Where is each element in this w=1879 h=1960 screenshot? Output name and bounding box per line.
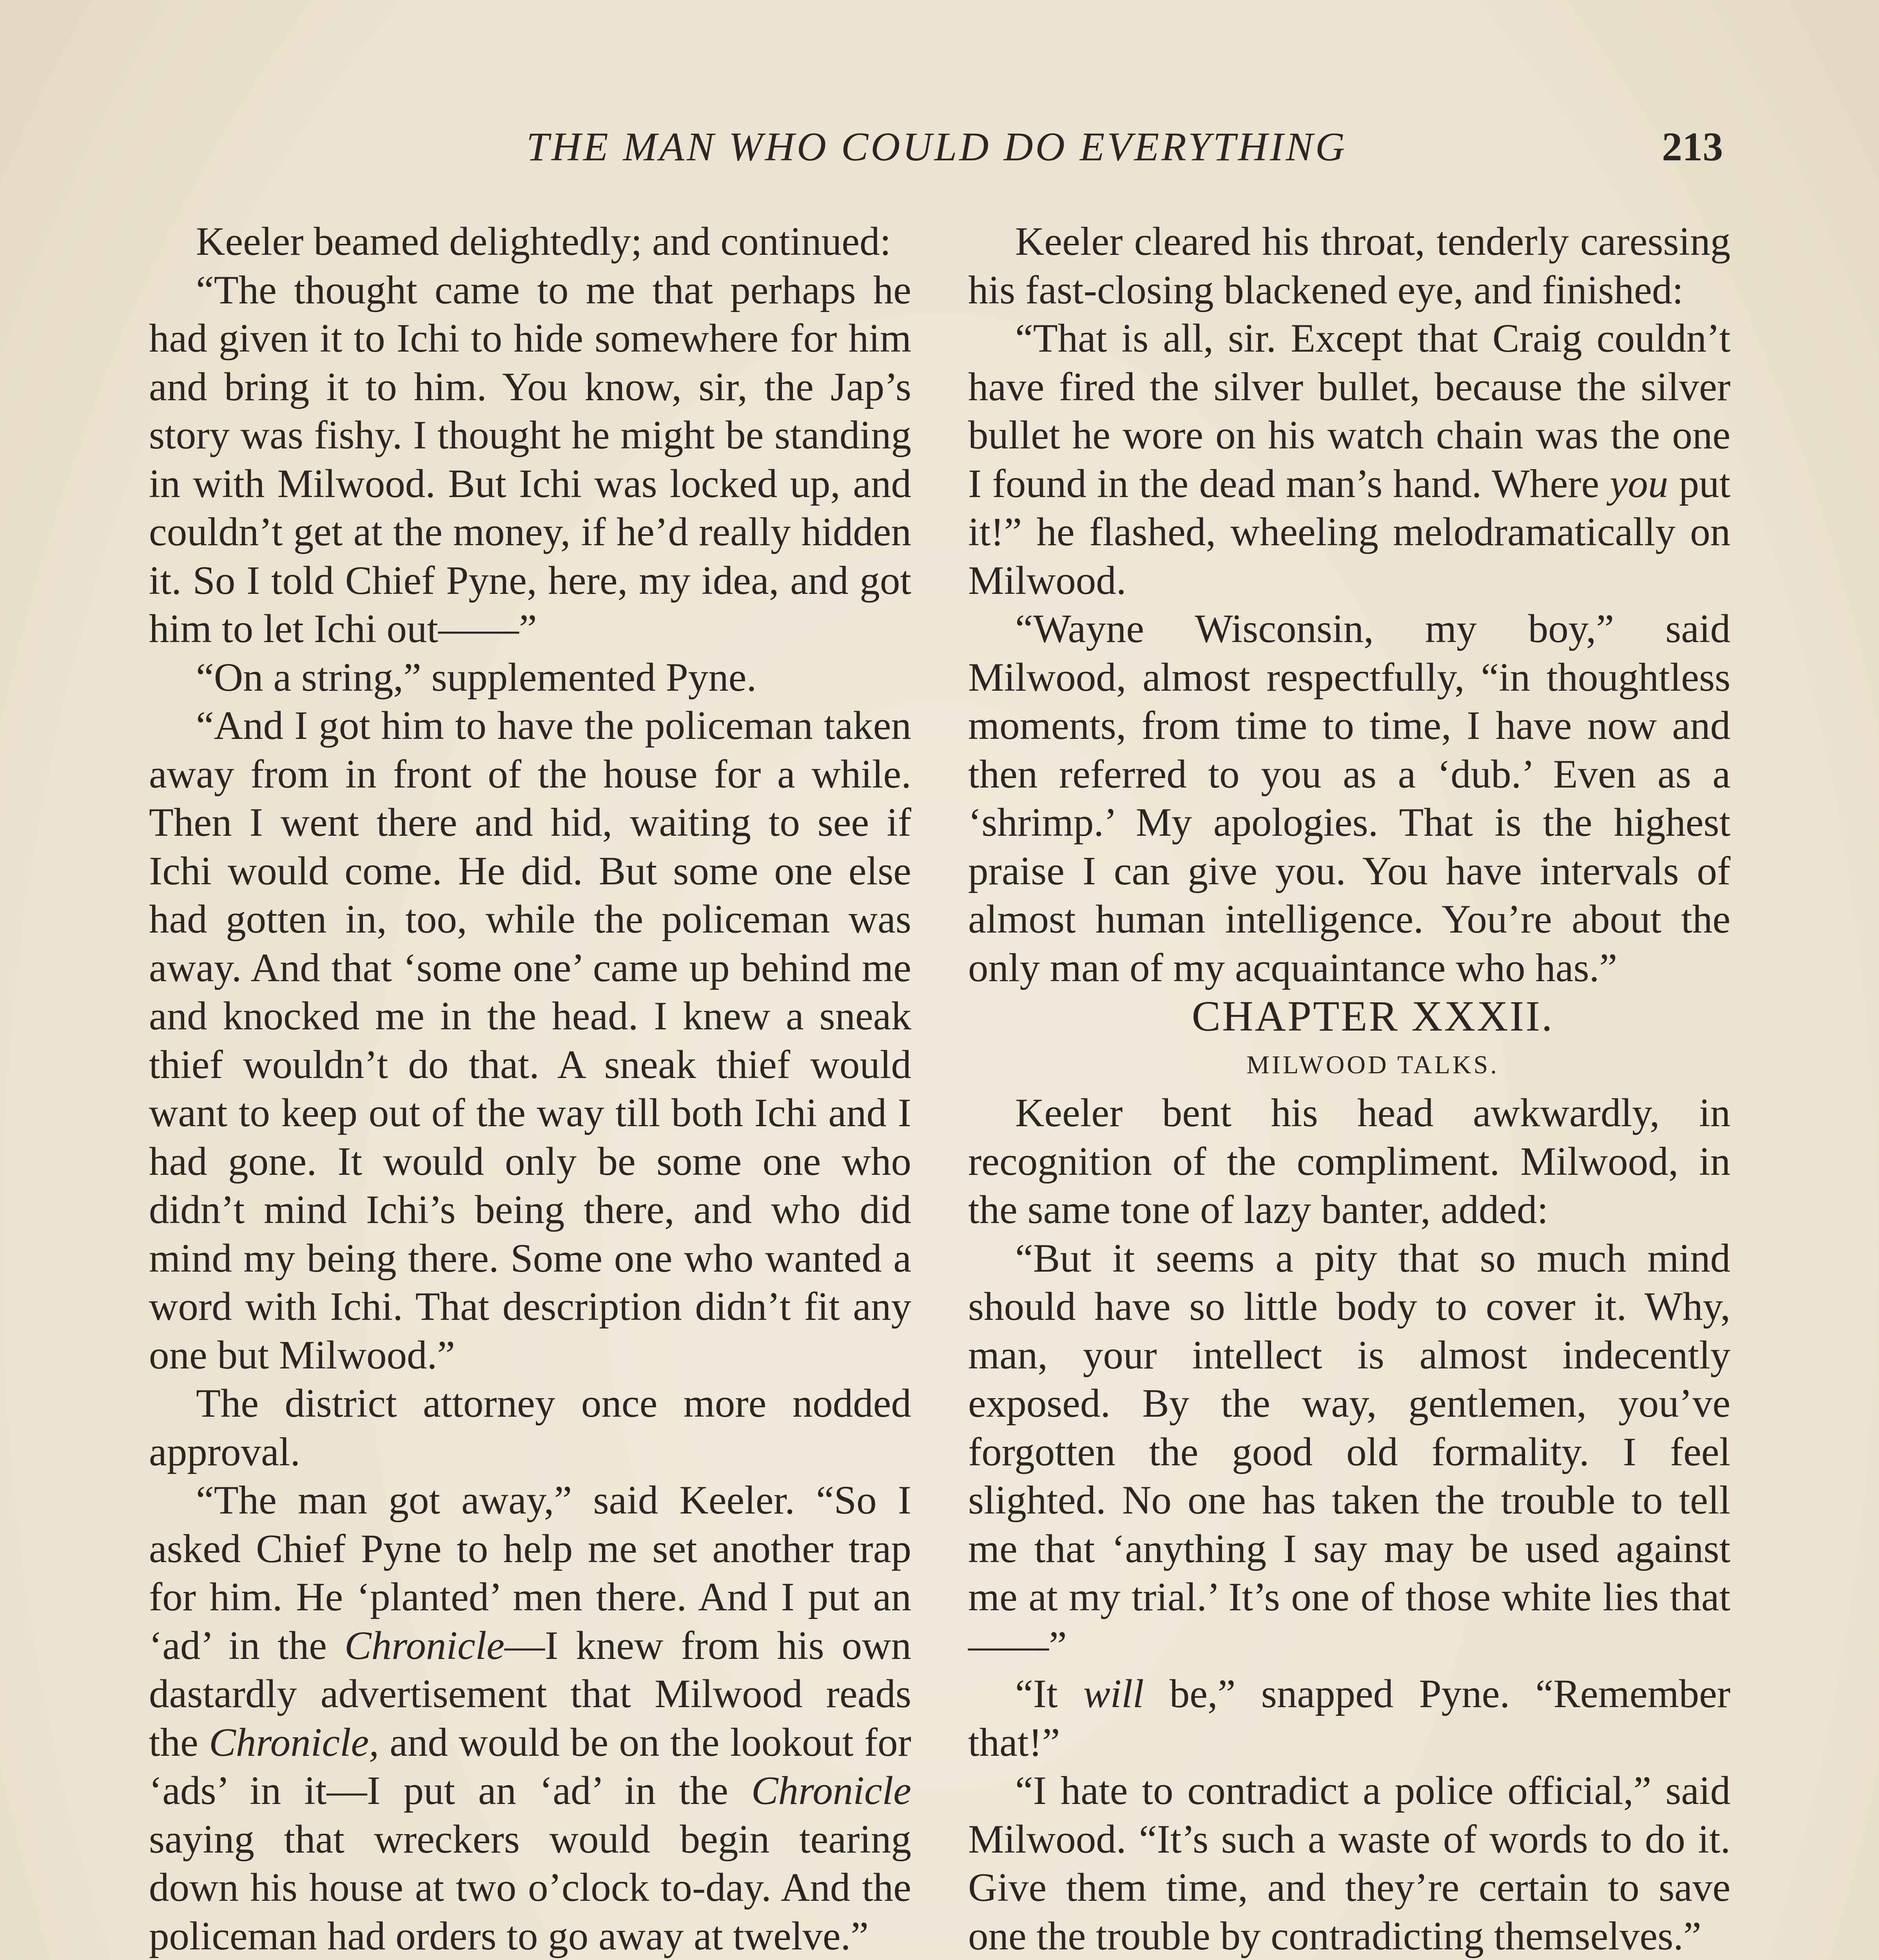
- paragraph: “The thought came to me that perhaps he had given it to Ichi to hide somewhere for him and bring it to him. You know, sir, the Jap’s story was fishy. I thought he might be standing in with Milwood. But Ichi was locked up, and couldn’t get at the money, if he’d really hidden it. So I told Chief Pyne, here, my idea, and got him to let Ichi out——”: [149, 267, 911, 651]
- page-number: 213: [1662, 124, 1723, 169]
- paragraph: “But it seems a pity that so much mind should have so little body to cover it. Why, man, your intellect is almost indecently exposed. By the way, gentlemen, you’ve forgotten the good old formality. I feel slighted. No one has taken the trouble to tell me that ‘anything I say may be used against me at my trial.’ It’s one of those white lies that——”: [968, 1236, 1730, 1668]
- paragraph: Keeler cleared his throat, tenderly caressing his fast-closing blackened eye, and finished:: [968, 219, 1730, 312]
- paragraph: The district attorney once more nodded approval.: [149, 1381, 911, 1474]
- chapter-subtitle: MILWOOD TALKS.: [1246, 1050, 1499, 1079]
- paragraph: Keeler bent his head awkwardly, in recognition of the compliment. Milwood, in the same tone of lazy banter, added:: [968, 1091, 1730, 1232]
- right-column: [968, 218, 1730, 1960]
- paragraph: “I hate to contradict a police official,” said Milwood. “It’s such a waste of words to do it. Give them time, and they’re certain to save one the trouble by contradicting themselves.”: [968, 1768, 1730, 1958]
- chapter-title: CHAPTER XXXII.: [1192, 992, 1554, 1040]
- paragraph: “The man got away,” said Keeler. “So I asked Chief Pyne to help me set another trap for him. He ‘planted’ men there. And I put an ‘ad’ in the Chronicle—I knew from his own dastardly advertisement that Milwood reads the Chronicle, and would be on the lookout for ‘ads’ in it—I put an ‘ad’ in the Chronicle saying that wreckers would begin tearing down his house at two o’clock to-day. And the policeman had orders to go away at twelve.”: [149, 1478, 911, 1958]
- paragraph: “Wayne Wisconsin, my boy,” said Milwood, almost respectfully, “in thoughtless moments, from time to time, I have now and then referred to you as a ‘dub.’ Even as a ‘shrimp.’ My apologies. That is the highest praise I can give you. You have intervals of almost human intelligence. You’re about the only man of my acquaintance who has.”: [968, 606, 1730, 990]
- paragraph: “And I got him to have the policeman taken away from in front of the house for a while. Then I went there and hid, waiting to see if Ichi would come. He did. But some one else had gotten in, too, while the policeman was away. And that ‘some one’ came up behind me and knocked me in the head. I knew a sneak thief wouldn’t do that. A sneak thief would want to keep out of the way till both Ichi and I had gone. It would only be some one who didn’t mind Ichi’s being there, and who did mind my being there. Some one who wanted a word with Ichi. That description didn’t fit any one but Milwood.”: [149, 703, 911, 1377]
- paragraph: Keeler beamed delightedly; and continued:: [196, 219, 891, 264]
- paragraph: “It will be,” snapped Pyne. “Remember that!”: [968, 1671, 1730, 1765]
- right-column-top: [968, 218, 1730, 992]
- right-column-bottom: [968, 1089, 1730, 1960]
- left-column: [149, 218, 911, 1960]
- paragraph: “On a string,” supplemented Pyne.: [196, 655, 757, 700]
- paragraph: “That is all, sir. Except that Craig couldn’t have fired the silver bullet, because the silver bullet he wore on his watch chain was the one I found in the dead man’s hand. Where you put it!” he flashed, wheeling melodramatically on Milwood.: [968, 316, 1730, 603]
- running-header: THE MAN WHO COULD DO EVERYTHING: [526, 124, 1347, 169]
